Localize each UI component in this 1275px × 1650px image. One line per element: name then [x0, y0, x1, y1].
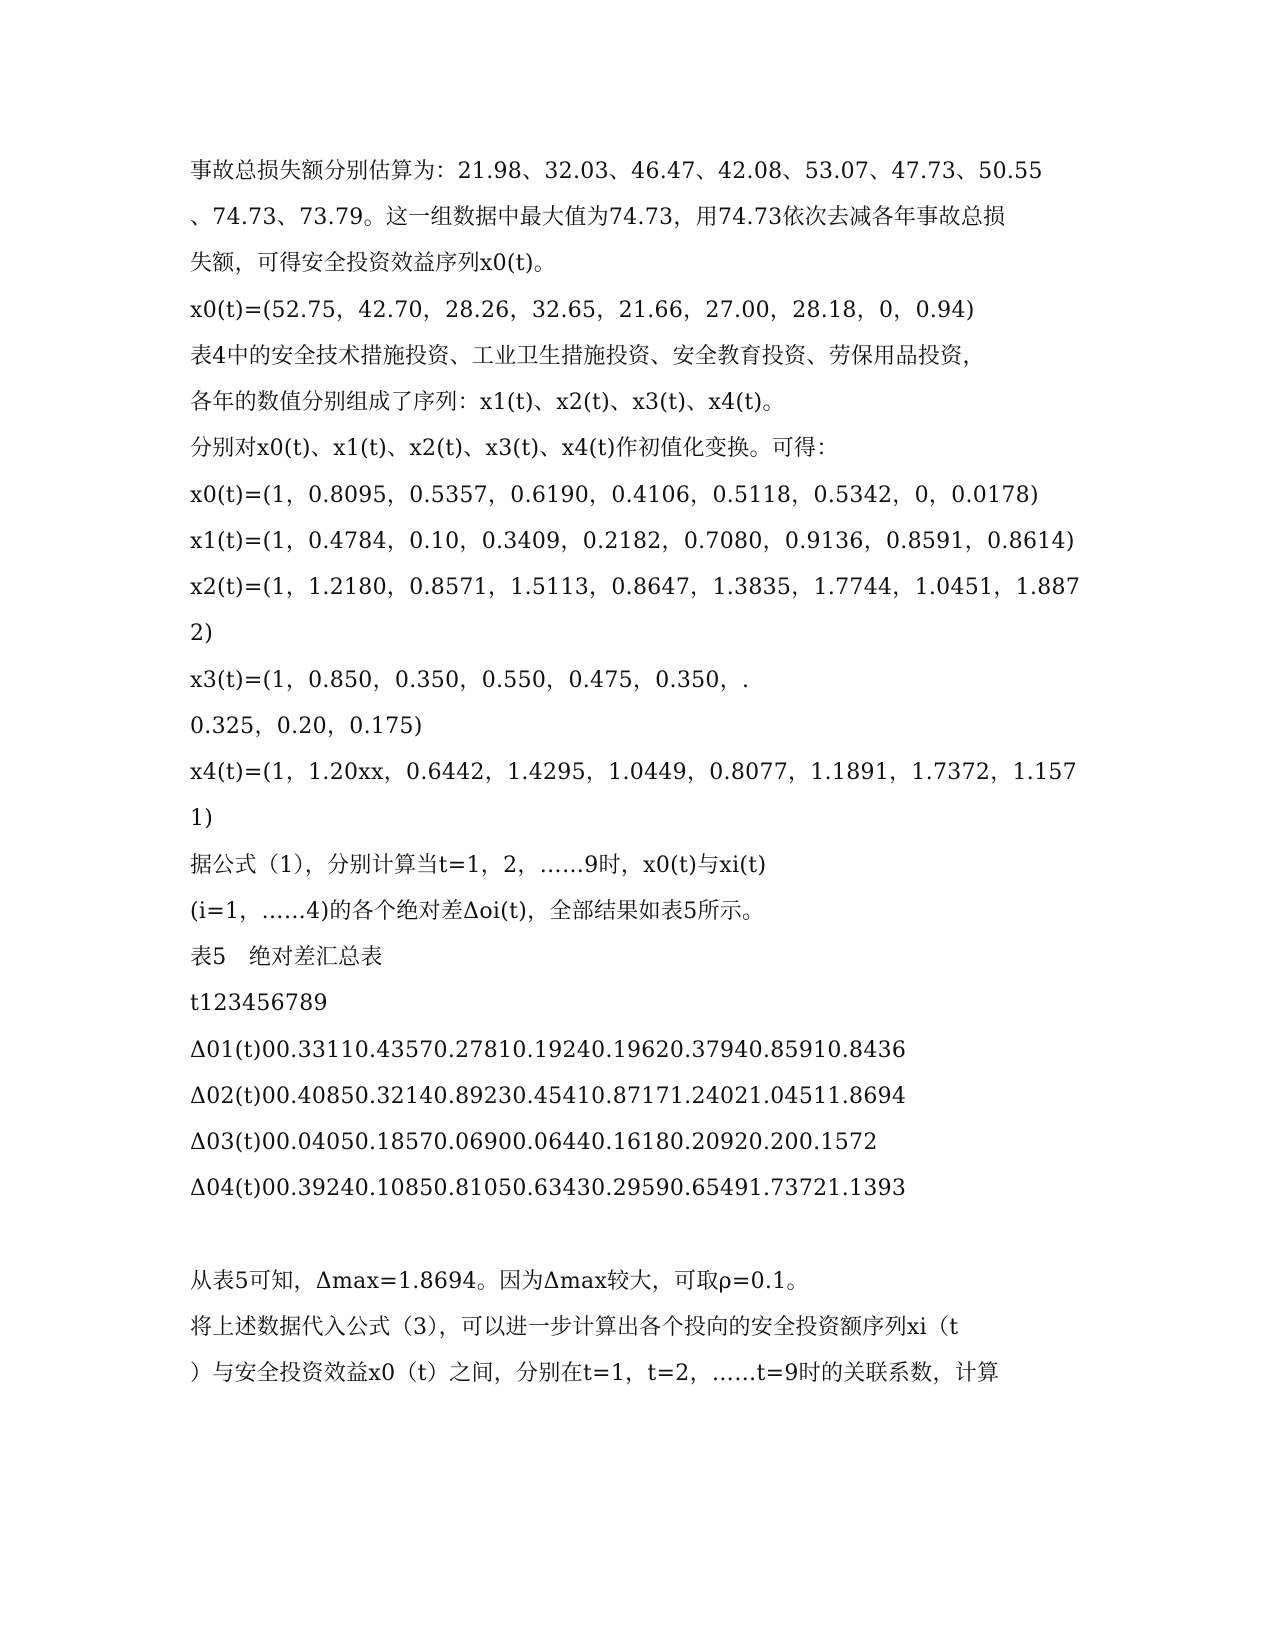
table-row: Δ02(t)00.40850.32140.89230.45410.87171.24021.04511.8694 [190, 1084, 907, 1109]
sequence-line: x4(t)=(1，1.20xx，0.6442，1.4295，1.0449，0.8077，1.1891，1.7372，1.157 [190, 760, 1077, 785]
paragraph-line: 失额，可得安全投资效益序列x0(t)。 [190, 251, 557, 276]
paragraph-line: 据公式（1），分别计算当t=1，2，……9时，x0(t)与xi(t) [190, 853, 767, 878]
paragraph-line: (i=1，……4)的各个绝对差Δoi(t)，全部结果如表5所示。 [190, 899, 765, 924]
sequence-line: x0(t)=(1，0.8095，0.5357，0.6190，0.4106，0.5118，0.5342，0，0.0178) [190, 483, 1039, 508]
paragraph-line: 将上述数据代入公式（3），可以进一步计算出各个投向的安全投资额序列xi（t [190, 1315, 959, 1340]
table-caption: 表5 绝对差汇总表 [190, 945, 383, 970]
paragraph-line: 从表5可知，Δmax=1.8694。因为Δmax较大，可取ρ=0.1。 [190, 1269, 809, 1294]
paragraph-line: ）与安全投资效益x0（t）之间，分别在t=1，t=2，……t=9时的关联系数，计算 [190, 1361, 1000, 1386]
paragraph-line: 、74.73、73.79。这一组数据中最大值为74.73，用74.73依次去减各年事故总损 [190, 205, 1006, 230]
table-row: Δ04(t)00.39240.10850.81050.63430.29590.65491.73721.1393 [190, 1176, 907, 1201]
sequence-line: 2) [190, 621, 214, 646]
paragraph-line: 表4中的安全技术措施投资、工业卫生措施投资、安全教育投资、劳保用品投资， [190, 344, 985, 369]
sequence-line: x2(t)=(1，1.2180，0.8571，1.5113，0.8647，1.3835，1.7744，1.0451，1.887 [190, 575, 1081, 600]
sequence-line: 1) [190, 806, 214, 831]
table-row: Δ03(t)00.04050.18570.06900.06440.16180.20920.200.1572 [190, 1130, 878, 1155]
paragraph-line: 各年的数值分别组成了序列：x1(t)、x2(t)、x3(t)、x4(t)。 [190, 390, 785, 415]
sequence-line: x3(t)=(1，0.850，0.350，0.550，0.475，0.350，. [190, 668, 750, 693]
paragraph-line: 事故总损失额分别估算为：21.98、32.03、46.47、42.08、53.07、47.73、50.55 [190, 159, 1043, 184]
sequence-line: x1(t)=(1，0.4784，0.10，0.3409，0.2182，0.7080，0.9136，0.8591，0.8614) [190, 529, 1075, 554]
table-row: t123456789 [190, 991, 328, 1016]
paragraph-line: 分别对x0(t)、x1(t)、x2(t)、x3(t)、x4(t)作初值化变换。可得： [190, 436, 839, 461]
sequence-line: x0(t)=(52.75，42.70，28.26，32.65，21.66，27.00，28.18，0，0.94) [190, 298, 975, 323]
table-row: Δ01(t)00.33110.43570.27810.19240.19620.37940.85910.8436 [190, 1038, 907, 1063]
sequence-line: 0.325，0.20，0.175) [190, 714, 423, 739]
